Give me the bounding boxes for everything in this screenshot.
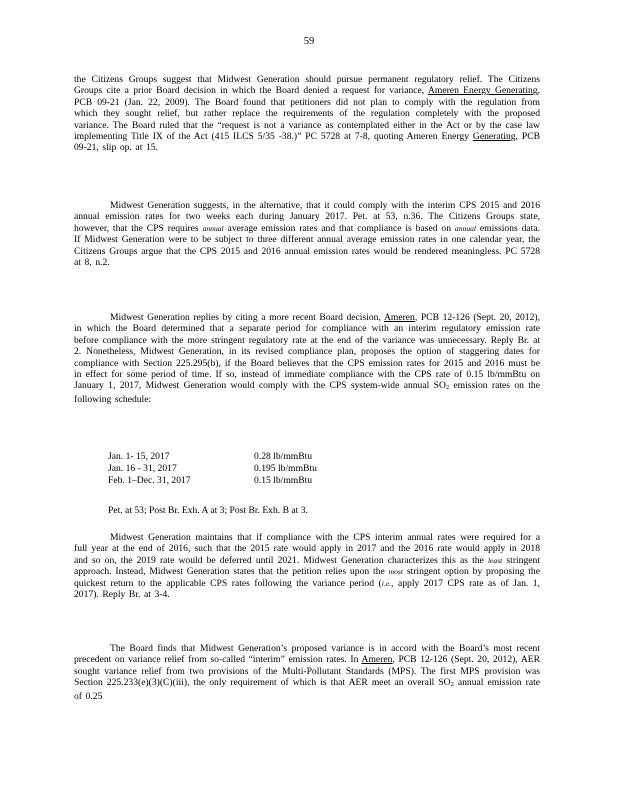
- subscript: 2: [450, 681, 454, 689]
- paragraph-4: [74, 532, 540, 600]
- paragraph-1: [74, 74, 540, 154]
- paragraph-text: emission rates on the following schedule:: [74, 380, 540, 405]
- schedule-date: Jan. 1- 15, 2017: [108, 451, 170, 462]
- schedule-date: Jan. 16 - 31, 2017: [108, 463, 177, 474]
- emphasis-text: least: [487, 555, 503, 565]
- schedule-rate: 0.195 lb/mmBtu: [254, 463, 317, 474]
- schedule-rate: 0.28 lb/mmBtu: [254, 451, 313, 462]
- paragraph-text: Midwest Generation suggests, in the alternative, that it could comply with the interim CPS 2015 and 2016 annual emission rates for two weeks each during January 2017. Pet. at 53, n.36. The Citizens Groups state, however, that the CPS requires: [74, 200, 540, 234]
- case-citation-underlined: Ameren Energy Generating: [427, 85, 538, 97]
- emphasis-text: most: [388, 567, 403, 577]
- paragraph-text: average emission rates and that compliance is based on: [223, 222, 455, 234]
- schedule-row: [108, 463, 408, 475]
- paragraph-text: , apply 2017 CPS rate as of Jan. 1, 2017). Reply Br. at 3-4.: [74, 577, 541, 601]
- paragraph-2: [74, 200, 540, 268]
- paragraph-text: , PCB 12-126 (Sept. 20, 2012), AER sought variance relief from two provisions of the Multi-Pollutant Standards (MPS). The first MPS provision was Section 225.233(e)(3)(C)(iii), the only requirement of which is that AER meet an overall SO: [74, 654, 541, 689]
- paragraph-text: stringent option by proposing the quickest return to the applicable CPS rates following the variance period (: [74, 566, 540, 589]
- paragraph-text: the Citizens Groups suggest that Midwest Generation should pursue permanent regulatory relief. The Citizens Groups cite a prior Board decision in which the Board denied a request for variance,: [74, 74, 540, 97]
- paragraph-3: [74, 312, 540, 405]
- emission-schedule: [108, 451, 408, 487]
- emphasis-text: annual: [454, 223, 476, 233]
- paragraph-text: Midwest Generation replies by citing a more recent Board decision,: [110, 312, 384, 323]
- schedule-citation: Pet. at 53; Post Br. Exh. A at 3; Post Br. Exh. B at 3.: [108, 505, 308, 516]
- paragraph-text: Midwest Generation maintains that if compliance with the CPS interim annual rates were required for a full year at the end of 2016, such that the 2015 rate would apply in 2017 and the 2016 rate would apply in 2018 and so on, the 2019 rate would be deferred until 2021. Midwest Generation characterizes this as the: [74, 532, 540, 566]
- schedule-rate: 0.15 lb/mmBtu: [254, 475, 313, 486]
- schedule-row: [108, 451, 408, 463]
- case-citation-underlined: Ameren: [361, 654, 393, 666]
- emphasis-text: annual: [202, 223, 224, 233]
- schedule-row: [108, 475, 408, 487]
- schedule-date: Feb. 1–Dec. 31, 2017: [108, 475, 191, 486]
- emphasis-text: i.e.: [381, 578, 392, 588]
- subscript: 2: [445, 384, 450, 392]
- case-citation-underlined: Ameren: [383, 312, 415, 323]
- case-citation-underlined: Generating: [472, 131, 516, 143]
- paragraph-text: , PCB 09-21, slip op. at 15.: [74, 131, 540, 154]
- paragraph-text: , PCB 12-126 (Sept. 20, 2012), in which the Board determined that a separate period for compliance with an interim regulatory emission rate before compliance with the more stringent regulatory rate at the end of the variance was unnecessary. Reply Br. at 2. Nonetheless, Midwest Generation, in its revised compliance plan, proposes the option of staggering dates for compliance with Section 225.295(b), if the Board believes that the CPS emission rates for 2015 and 2016 must be in effect for some period of time. If so, instead of immediate compliance with the CPS rate of 0.15 lb/mmBtu on January 1, 2017, Midwest Generation would comply with the CPS system-wide annual SO: [74, 312, 540, 392]
- paragraph-text: emissions data. If Midwest Generation were to be subject to three different annual average emission rates in one calendar year, the Citizens Groups argue that the CPS 2015 and 2016 annual emission rates would be rendered meaningless. PC 5728 at 8, n.2.: [74, 222, 540, 269]
- paragraph-text: The Board finds that Midwest Generation’s proposed variance is in accord with the Board’s most recent precedent on variance relief from so-called “interim” emission rates. In: [74, 643, 540, 666]
- paragraph-text: annual emission rate of 0.25: [74, 677, 541, 702]
- paragraph-5: [74, 643, 540, 702]
- page-number: 59: [303, 36, 315, 47]
- paragraph-text: , PCB 09-21 (Jan. 22, 2009). The Board found that petitioners did not plan to comply with the regulation from which they sought relief, but rather replace the requirements of the regulation completely with the proposed variance. The Board ruled that the “request is not a variance as contemplated either in the Act or by the case law implementing Title IX of the Act (415 ILCS 5/35 -38.)” PC 5728 at 7-8, quoting Ameren Energy: [74, 85, 541, 143]
- paragraph-text: stringent approach. Instead, Midwest Generation states that the petition relies upon the: [74, 554, 540, 578]
